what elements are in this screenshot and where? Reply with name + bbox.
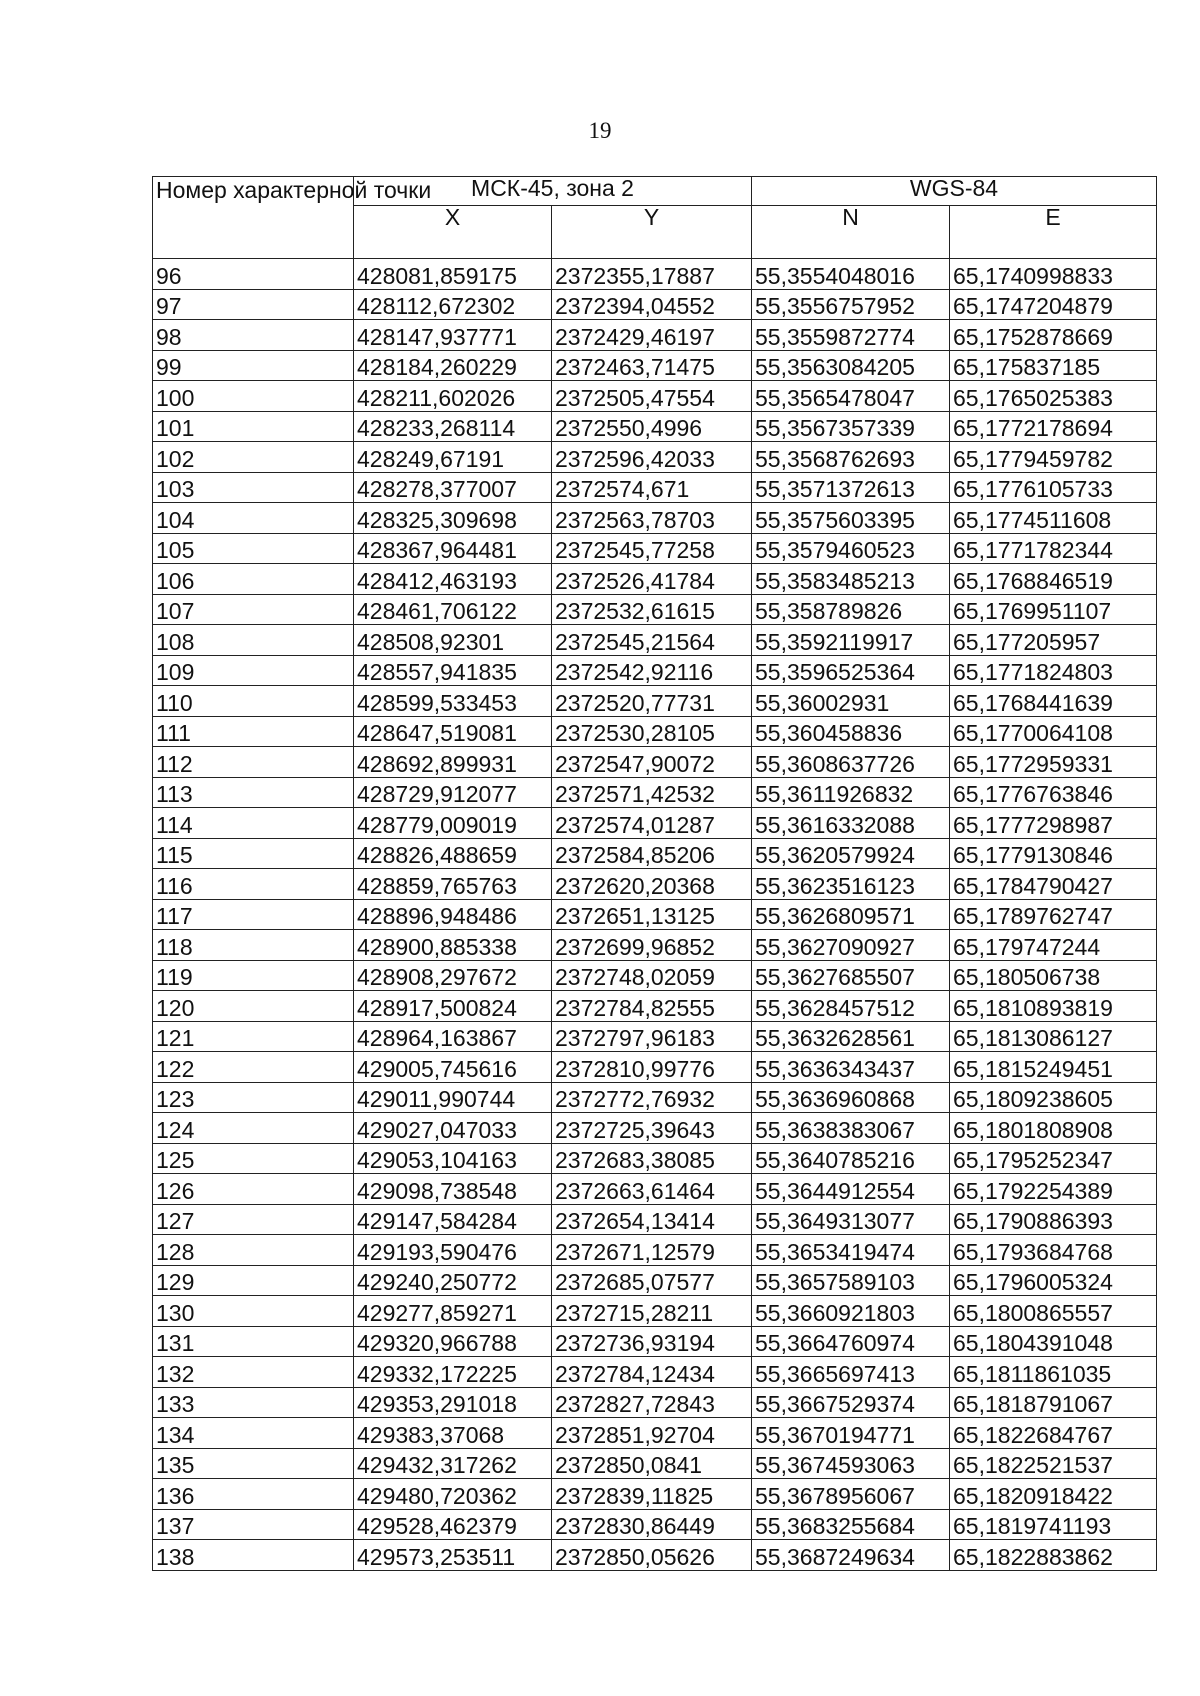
table-row — [153, 1479, 1157, 1510]
x-cell: 429027,047033 — [354, 1113, 552, 1144]
table-body — [153, 259, 1157, 1571]
x-cell: 428461,706122 — [354, 594, 552, 625]
table-row — [153, 1418, 1157, 1449]
e-cell: 65,179747244 — [950, 930, 1157, 961]
coordinates-table — [152, 176, 1157, 1571]
e-cell: 65,1776105733 — [950, 472, 1157, 503]
x-cell: 428233,268114 — [354, 411, 552, 442]
y-cell: 2372850,05626 — [552, 1540, 752, 1571]
x-cell: 428779,009019 — [354, 808, 552, 839]
y-cell: 2372839,11825 — [552, 1479, 752, 1510]
point-number-cell: 102 — [153, 442, 354, 473]
table-row — [153, 930, 1157, 961]
n-cell: 55,3575603395 — [752, 503, 950, 534]
x-cell: 429480,720362 — [354, 1479, 552, 1510]
x-cell: 428081,859175 — [354, 259, 552, 290]
e-cell: 65,1819741193 — [950, 1509, 1157, 1540]
n-cell: 55,3683255684 — [752, 1509, 950, 1540]
table-row — [153, 472, 1157, 503]
n-cell: 55,360458836 — [752, 716, 950, 747]
header-point-number: Номер характерной точки — [153, 177, 354, 259]
e-cell: 65,1770064108 — [950, 716, 1157, 747]
point-number-cell: 104 — [153, 503, 354, 534]
table-row — [153, 1509, 1157, 1540]
page-number: 19 — [588, 118, 612, 143]
n-cell: 55,3608637726 — [752, 747, 950, 778]
n-cell: 55,3563084205 — [752, 350, 950, 381]
y-cell: 2372784,12434 — [552, 1357, 752, 1388]
e-cell: 65,1793684768 — [950, 1235, 1157, 1266]
table-row — [153, 442, 1157, 473]
table-row — [153, 503, 1157, 534]
n-cell: 55,3640785216 — [752, 1143, 950, 1174]
table-row — [153, 594, 1157, 625]
e-cell: 65,1813086127 — [950, 1021, 1157, 1052]
e-cell: 65,1772178694 — [950, 411, 1157, 442]
y-cell: 2372547,90072 — [552, 747, 752, 778]
header-x: X — [354, 206, 552, 259]
y-cell: 2372654,13414 — [552, 1204, 752, 1235]
table-row — [153, 960, 1157, 991]
point-number-cell: 129 — [153, 1265, 354, 1296]
y-cell: 2372596,42033 — [552, 442, 752, 473]
table-row — [153, 381, 1157, 412]
point-number-cell: 105 — [153, 533, 354, 564]
e-cell: 65,1822684767 — [950, 1418, 1157, 1449]
n-cell: 55,3644912554 — [752, 1174, 950, 1205]
table-row — [153, 1082, 1157, 1113]
x-cell: 428647,519081 — [354, 716, 552, 747]
point-number-cell: 132 — [153, 1357, 354, 1388]
x-cell: 429005,745616 — [354, 1052, 552, 1083]
y-cell: 2372520,77731 — [552, 686, 752, 717]
x-cell: 428147,937771 — [354, 320, 552, 351]
x-cell: 428859,765763 — [354, 869, 552, 900]
n-cell: 55,3626809571 — [752, 899, 950, 930]
point-number-cell: 130 — [153, 1296, 354, 1327]
y-cell: 2372850,0841 — [552, 1448, 752, 1479]
x-cell: 428278,377007 — [354, 472, 552, 503]
e-cell: 65,1804391048 — [950, 1326, 1157, 1357]
x-cell: 428557,941835 — [354, 655, 552, 686]
e-cell: 65,180506738 — [950, 960, 1157, 991]
y-cell: 2372542,92116 — [552, 655, 752, 686]
e-cell: 65,1796005324 — [950, 1265, 1157, 1296]
y-cell: 2372797,96183 — [552, 1021, 752, 1052]
point-number-cell: 117 — [153, 899, 354, 930]
y-cell: 2372463,71475 — [552, 350, 752, 381]
point-number-cell: 126 — [153, 1174, 354, 1205]
x-cell: 428729,912077 — [354, 777, 552, 808]
n-cell: 55,3571372613 — [752, 472, 950, 503]
point-number-cell: 99 — [153, 350, 354, 381]
e-cell: 65,177205957 — [950, 625, 1157, 656]
x-cell: 428964,163867 — [354, 1021, 552, 1052]
n-cell: 55,3636343437 — [752, 1052, 950, 1083]
n-cell: 55,3620579924 — [752, 838, 950, 869]
n-cell: 55,3674593063 — [752, 1448, 950, 1479]
table-row — [153, 869, 1157, 900]
point-number-cell: 123 — [153, 1082, 354, 1113]
point-number-cell: 122 — [153, 1052, 354, 1083]
table-row — [153, 320, 1157, 351]
x-cell: 429011,990744 — [354, 1082, 552, 1113]
e-cell: 65,1818791067 — [950, 1387, 1157, 1418]
y-cell: 2372827,72843 — [552, 1387, 752, 1418]
table-row — [153, 411, 1157, 442]
point-number-cell: 116 — [153, 869, 354, 900]
n-cell: 55,3670194771 — [752, 1418, 950, 1449]
e-cell: 65,1820918422 — [950, 1479, 1157, 1510]
x-cell: 429383,37068 — [354, 1418, 552, 1449]
header-e: E — [950, 206, 1157, 259]
y-cell: 2372571,42532 — [552, 777, 752, 808]
n-cell: 55,3653419474 — [752, 1235, 950, 1266]
x-cell: 429053,104163 — [354, 1143, 552, 1174]
table-row — [153, 1540, 1157, 1571]
x-cell: 429320,966788 — [354, 1326, 552, 1357]
n-cell: 55,3687249634 — [752, 1540, 950, 1571]
y-cell: 2372699,96852 — [552, 930, 752, 961]
table-row — [153, 1052, 1157, 1083]
e-cell: 65,1801808908 — [950, 1113, 1157, 1144]
e-cell: 65,1822883862 — [950, 1540, 1157, 1571]
point-number-cell: 100 — [153, 381, 354, 412]
table-row — [153, 533, 1157, 564]
point-number-cell: 133 — [153, 1387, 354, 1418]
e-cell: 65,1747204879 — [950, 289, 1157, 320]
point-number-cell: 97 — [153, 289, 354, 320]
y-cell: 2372748,02059 — [552, 960, 752, 991]
x-cell: 429332,172225 — [354, 1357, 552, 1388]
table-row — [153, 1174, 1157, 1205]
e-cell: 65,1768846519 — [950, 564, 1157, 595]
x-cell: 428692,899931 — [354, 747, 552, 778]
n-cell: 55,3627685507 — [752, 960, 950, 991]
y-cell: 2372584,85206 — [552, 838, 752, 869]
n-cell: 55,3649313077 — [752, 1204, 950, 1235]
point-number-cell: 108 — [153, 625, 354, 656]
y-cell: 2372620,20368 — [552, 869, 752, 900]
n-cell: 55,3567357339 — [752, 411, 950, 442]
header-n: N — [752, 206, 950, 259]
x-cell: 428599,533453 — [354, 686, 552, 717]
n-cell: 55,3583485213 — [752, 564, 950, 595]
e-cell: 65,1800865557 — [950, 1296, 1157, 1327]
y-cell: 2372772,76932 — [552, 1082, 752, 1113]
n-cell: 55,3554048016 — [752, 259, 950, 290]
point-number-cell: 111 — [153, 716, 354, 747]
point-number-cell: 127 — [153, 1204, 354, 1235]
table-row — [153, 1143, 1157, 1174]
n-cell: 55,358789826 — [752, 594, 950, 625]
point-number-cell: 137 — [153, 1509, 354, 1540]
table-row — [153, 747, 1157, 778]
table-row — [153, 1448, 1157, 1479]
y-cell: 2372810,99776 — [552, 1052, 752, 1083]
n-cell: 55,3667529374 — [752, 1387, 950, 1418]
x-cell: 429098,738548 — [354, 1174, 552, 1205]
table-row — [153, 808, 1157, 839]
y-cell: 2372725,39643 — [552, 1113, 752, 1144]
n-cell: 55,3627090927 — [752, 930, 950, 961]
n-cell: 55,3579460523 — [752, 533, 950, 564]
n-cell: 55,3556757952 — [752, 289, 950, 320]
table-row — [153, 1326, 1157, 1357]
x-cell: 428908,297672 — [354, 960, 552, 991]
n-cell: 55,3636960868 — [752, 1082, 950, 1113]
n-cell: 55,3632628561 — [752, 1021, 950, 1052]
x-cell: 428826,488659 — [354, 838, 552, 869]
e-cell: 65,1809238605 — [950, 1082, 1157, 1113]
e-cell: 65,1740998833 — [950, 259, 1157, 290]
point-number-cell: 114 — [153, 808, 354, 839]
e-cell: 65,1811861035 — [950, 1357, 1157, 1388]
table-header-row — [153, 177, 1157, 206]
header-msk-group: МСК-45, зона 2 — [354, 177, 752, 206]
point-number-cell: 134 — [153, 1418, 354, 1449]
e-cell: 65,1795252347 — [950, 1143, 1157, 1174]
x-cell: 428325,309698 — [354, 503, 552, 534]
e-cell: 65,1789762747 — [950, 899, 1157, 930]
n-cell: 55,3665697413 — [752, 1357, 950, 1388]
point-number-cell: 110 — [153, 686, 354, 717]
point-number-cell: 115 — [153, 838, 354, 869]
table-row — [153, 1387, 1157, 1418]
x-cell: 428896,948486 — [354, 899, 552, 930]
n-cell: 55,3565478047 — [752, 381, 950, 412]
y-cell: 2372394,04552 — [552, 289, 752, 320]
e-cell: 65,1776763846 — [950, 777, 1157, 808]
x-cell: 428508,92301 — [354, 625, 552, 656]
y-cell: 2372671,12579 — [552, 1235, 752, 1266]
n-cell: 55,36002931 — [752, 686, 950, 717]
n-cell: 55,3657589103 — [752, 1265, 950, 1296]
e-cell: 65,1768441639 — [950, 686, 1157, 717]
e-cell: 65,1815249451 — [950, 1052, 1157, 1083]
table-row — [153, 991, 1157, 1022]
table-row — [153, 1296, 1157, 1327]
x-cell: 429240,250772 — [354, 1265, 552, 1296]
table-row — [153, 564, 1157, 595]
point-number-cell: 135 — [153, 1448, 354, 1479]
point-number-cell: 120 — [153, 991, 354, 1022]
point-number-cell: 131 — [153, 1326, 354, 1357]
y-cell: 2372532,61615 — [552, 594, 752, 625]
table-row — [153, 838, 1157, 869]
n-cell: 55,3616332088 — [752, 808, 950, 839]
x-cell: 428184,260229 — [354, 350, 552, 381]
y-cell: 2372563,78703 — [552, 503, 752, 534]
point-number-cell: 98 — [153, 320, 354, 351]
e-cell: 65,1777298987 — [950, 808, 1157, 839]
n-cell: 55,3568762693 — [752, 442, 950, 473]
n-cell: 55,3678956067 — [752, 1479, 950, 1510]
x-cell: 429353,291018 — [354, 1387, 552, 1418]
n-cell: 55,3596525364 — [752, 655, 950, 686]
e-cell: 65,1771824803 — [950, 655, 1157, 686]
point-number-cell: 96 — [153, 259, 354, 290]
y-cell: 2372526,41784 — [552, 564, 752, 595]
point-number-cell: 109 — [153, 655, 354, 686]
point-number-cell: 119 — [153, 960, 354, 991]
table-row — [153, 777, 1157, 808]
point-number-cell: 113 — [153, 777, 354, 808]
point-number-cell: 103 — [153, 472, 354, 503]
y-cell: 2372355,17887 — [552, 259, 752, 290]
n-cell: 55,3628457512 — [752, 991, 950, 1022]
table-row — [153, 1357, 1157, 1388]
e-cell: 65,1779459782 — [950, 442, 1157, 473]
n-cell: 55,3592119917 — [752, 625, 950, 656]
table-row — [153, 289, 1157, 320]
y-cell: 2372830,86449 — [552, 1509, 752, 1540]
n-cell: 55,3660921803 — [752, 1296, 950, 1327]
point-number-cell: 121 — [153, 1021, 354, 1052]
table-row — [153, 1235, 1157, 1266]
x-cell: 429432,317262 — [354, 1448, 552, 1479]
x-cell: 429528,462379 — [354, 1509, 552, 1540]
table-row — [153, 716, 1157, 747]
e-cell: 65,1752878669 — [950, 320, 1157, 351]
y-cell: 2372663,61464 — [552, 1174, 752, 1205]
e-cell: 65,1792254389 — [950, 1174, 1157, 1205]
y-cell: 2372550,4996 — [552, 411, 752, 442]
x-cell: 428112,672302 — [354, 289, 552, 320]
e-cell: 65,1784790427 — [950, 869, 1157, 900]
n-cell: 55,3559872774 — [752, 320, 950, 351]
x-cell: 429147,584284 — [354, 1204, 552, 1235]
e-cell: 65,1779130846 — [950, 838, 1157, 869]
e-cell: 65,1771782344 — [950, 533, 1157, 564]
e-cell: 65,1790886393 — [950, 1204, 1157, 1235]
x-cell: 428412,463193 — [354, 564, 552, 595]
table-row — [153, 899, 1157, 930]
table-row — [153, 259, 1157, 290]
table-row — [153, 1021, 1157, 1052]
e-cell: 65,1774511608 — [950, 503, 1157, 534]
e-cell: 65,1769951107 — [950, 594, 1157, 625]
table-row — [153, 1113, 1157, 1144]
n-cell: 55,3623516123 — [752, 869, 950, 900]
n-cell: 55,3638383067 — [752, 1113, 950, 1144]
y-cell: 2372574,01287 — [552, 808, 752, 839]
point-number-cell: 106 — [153, 564, 354, 595]
e-cell: 65,175837185 — [950, 350, 1157, 381]
x-cell: 428917,500824 — [354, 991, 552, 1022]
n-cell: 55,3611926832 — [752, 777, 950, 808]
table-row — [153, 350, 1157, 381]
table-row — [153, 655, 1157, 686]
x-cell: 429193,590476 — [354, 1235, 552, 1266]
header-wgs-group: WGS-84 — [752, 177, 1157, 206]
n-cell: 55,3664760974 — [752, 1326, 950, 1357]
e-cell: 65,1772959331 — [950, 747, 1157, 778]
y-cell: 2372851,92704 — [552, 1418, 752, 1449]
y-cell: 2372736,93194 — [552, 1326, 752, 1357]
point-number-cell: 128 — [153, 1235, 354, 1266]
y-cell: 2372784,82555 — [552, 991, 752, 1022]
y-cell: 2372545,77258 — [552, 533, 752, 564]
y-cell: 2372683,38085 — [552, 1143, 752, 1174]
y-cell: 2372685,07577 — [552, 1265, 752, 1296]
point-number-cell: 138 — [153, 1540, 354, 1571]
table-row — [153, 1204, 1157, 1235]
x-cell: 428900,885338 — [354, 930, 552, 961]
point-number-cell: 101 — [153, 411, 354, 442]
e-cell: 65,1822521537 — [950, 1448, 1157, 1479]
table-row — [153, 686, 1157, 717]
point-number-cell: 125 — [153, 1143, 354, 1174]
y-cell: 2372530,28105 — [552, 716, 752, 747]
x-cell: 428211,602026 — [354, 381, 552, 412]
point-number-cell: 118 — [153, 930, 354, 961]
point-number-cell: 112 — [153, 747, 354, 778]
x-cell: 429573,253511 — [354, 1540, 552, 1571]
x-cell: 428367,964481 — [354, 533, 552, 564]
e-cell: 65,1765025383 — [950, 381, 1157, 412]
x-cell: 428249,67191 — [354, 442, 552, 473]
point-number-cell: 124 — [153, 1113, 354, 1144]
point-number-cell: 107 — [153, 594, 354, 625]
y-cell: 2372429,46197 — [552, 320, 752, 351]
y-cell: 2372574,671 — [552, 472, 752, 503]
table-row — [153, 625, 1157, 656]
point-number-cell: 136 — [153, 1479, 354, 1510]
y-cell: 2372715,28211 — [552, 1296, 752, 1327]
table-row — [153, 1265, 1157, 1296]
y-cell: 2372651,13125 — [552, 899, 752, 930]
header-y: Y — [552, 206, 752, 259]
y-cell: 2372545,21564 — [552, 625, 752, 656]
x-cell: 429277,859271 — [354, 1296, 552, 1327]
y-cell: 2372505,47554 — [552, 381, 752, 412]
e-cell: 65,1810893819 — [950, 991, 1157, 1022]
